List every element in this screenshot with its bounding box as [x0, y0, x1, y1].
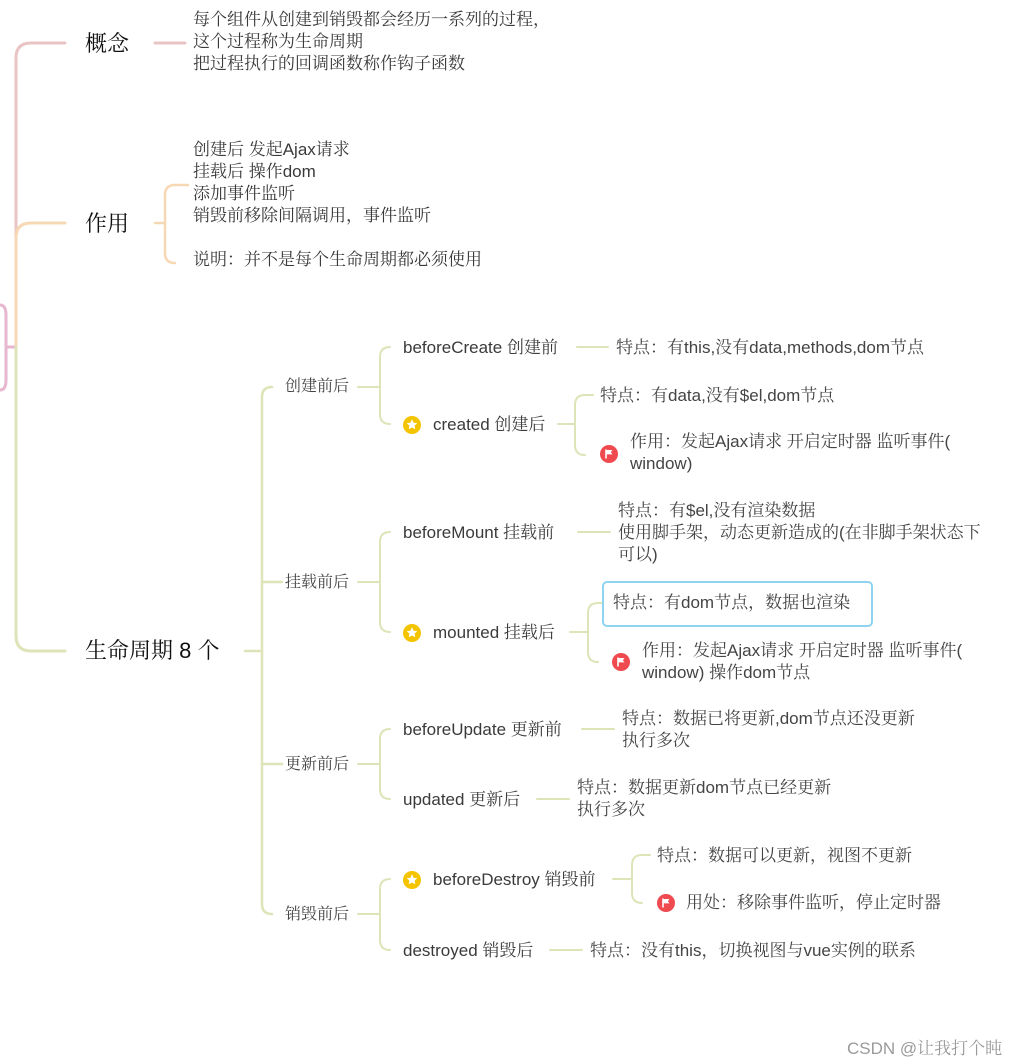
note-updated	[577, 777, 831, 821]
note-bracket	[575, 395, 585, 455]
star-icon	[403, 624, 421, 642]
note-line: 特点：有$el,没有渲染数据	[618, 501, 816, 520]
note-mounted-usage	[642, 640, 962, 684]
watermark: CSDN @让我打个盹	[847, 1039, 1003, 1058]
branch-usage	[16, 223, 65, 347]
flag-note-line: window)	[630, 454, 693, 473]
usage-line: 销毁前移除间隔调用，事件监听	[193, 206, 431, 225]
flag-icon	[612, 653, 630, 671]
star-icon	[403, 871, 421, 889]
note-line: 可以)	[618, 545, 658, 564]
phase-mounting[interactable]: 挂载前后	[285, 574, 350, 591]
usage-line: 挂载后 操作dom	[193, 162, 316, 181]
hook-before-create[interactable]: beforeCreate 创建前	[403, 338, 558, 357]
topic-concept[interactable]: 概念	[85, 31, 130, 56]
hook-destroyed[interactable]: destroyed 销毁后	[403, 941, 534, 960]
usage-line: 添加事件监听	[193, 184, 295, 203]
note-bracket	[632, 855, 642, 903]
branch-concept	[16, 43, 65, 347]
concept-description	[193, 9, 550, 75]
note-before-destroy-usage: 用处：移除事件监听，停止定时器	[686, 893, 941, 912]
star-icon	[403, 416, 421, 434]
note-before-create: 特点：有this,没有data,methods,dom节点	[616, 338, 924, 357]
hook-before-update[interactable]: beforeUpdate 更新前	[403, 720, 562, 739]
flag-note-line: 作用：发起Ajax请求 开启定时器 监听事件(	[642, 641, 963, 660]
hook-bracket	[380, 347, 390, 424]
hook-mounted[interactable]: mounted 挂载后	[433, 623, 555, 642]
branch-lifecycle	[16, 347, 65, 651]
note-line: 特点：数据已将更新,dom节点还没更新	[622, 709, 915, 728]
note-line: 执行多次	[577, 800, 645, 819]
topic-usage[interactable]: 作用	[85, 211, 130, 236]
hook-before-mount[interactable]: beforeMount 挂载前	[403, 523, 555, 542]
hook-bracket	[380, 532, 390, 632]
phase-creation[interactable]: 创建前后	[285, 378, 350, 395]
phase-updating[interactable]: 更新前后	[285, 756, 350, 773]
lifecycle-bracket	[262, 387, 272, 914]
concept-line: 这个过程称为生命周期	[193, 32, 363, 51]
note-before-update	[622, 708, 915, 752]
note-created: 特点：有data,没有$el,dom节点	[600, 386, 835, 405]
note-destroyed: 特点：没有this，切换视图与vue实例的联系	[590, 941, 916, 960]
usage-description	[193, 139, 482, 271]
note-line: 特点：数据更新dom节点已经更新	[577, 778, 832, 797]
topic-lifecycle[interactable]: 生命周期 8 个	[85, 638, 220, 663]
hook-bracket	[380, 879, 390, 950]
hook-before-destroy[interactable]: beforeDestroy 销毁前	[433, 870, 596, 889]
hook-updated[interactable]: updated 更新后	[403, 790, 521, 809]
concept-line: 每个组件从创建到销毁都会经历一系列的过程，	[193, 10, 550, 29]
note-created-usage	[630, 431, 950, 475]
phase-destruction[interactable]: 销毁前后	[285, 906, 350, 923]
note-before-destroy: 特点：数据可以更新，视图不更新	[657, 846, 912, 865]
flag-icon	[600, 445, 618, 463]
hook-bracket	[380, 729, 390, 799]
flag-icon	[657, 894, 675, 912]
usage-note: 说明：并不是每个生命周期都必须使用	[193, 250, 482, 269]
usage-bracket	[165, 185, 175, 263]
flag-note-line: 作用：发起Ajax请求 开启定时器 监听事件(	[630, 432, 951, 451]
note-before-mount	[618, 500, 981, 566]
usage-line: 创建后 发起Ajax请求	[193, 140, 350, 159]
note-bracket	[588, 603, 598, 662]
concept-line: 把过程执行的回调函数称作钩子函数	[193, 54, 465, 73]
flag-note-line: window) 操作dom节点	[642, 663, 811, 682]
hook-created[interactable]: created 创建后	[433, 415, 546, 434]
note-mounted: 特点：有dom节点，数据也渲染	[613, 593, 851, 612]
note-line: 执行多次	[622, 731, 690, 750]
note-line: 使用脚手架，动态更新造成的(在非脚手架状态下	[618, 523, 981, 542]
